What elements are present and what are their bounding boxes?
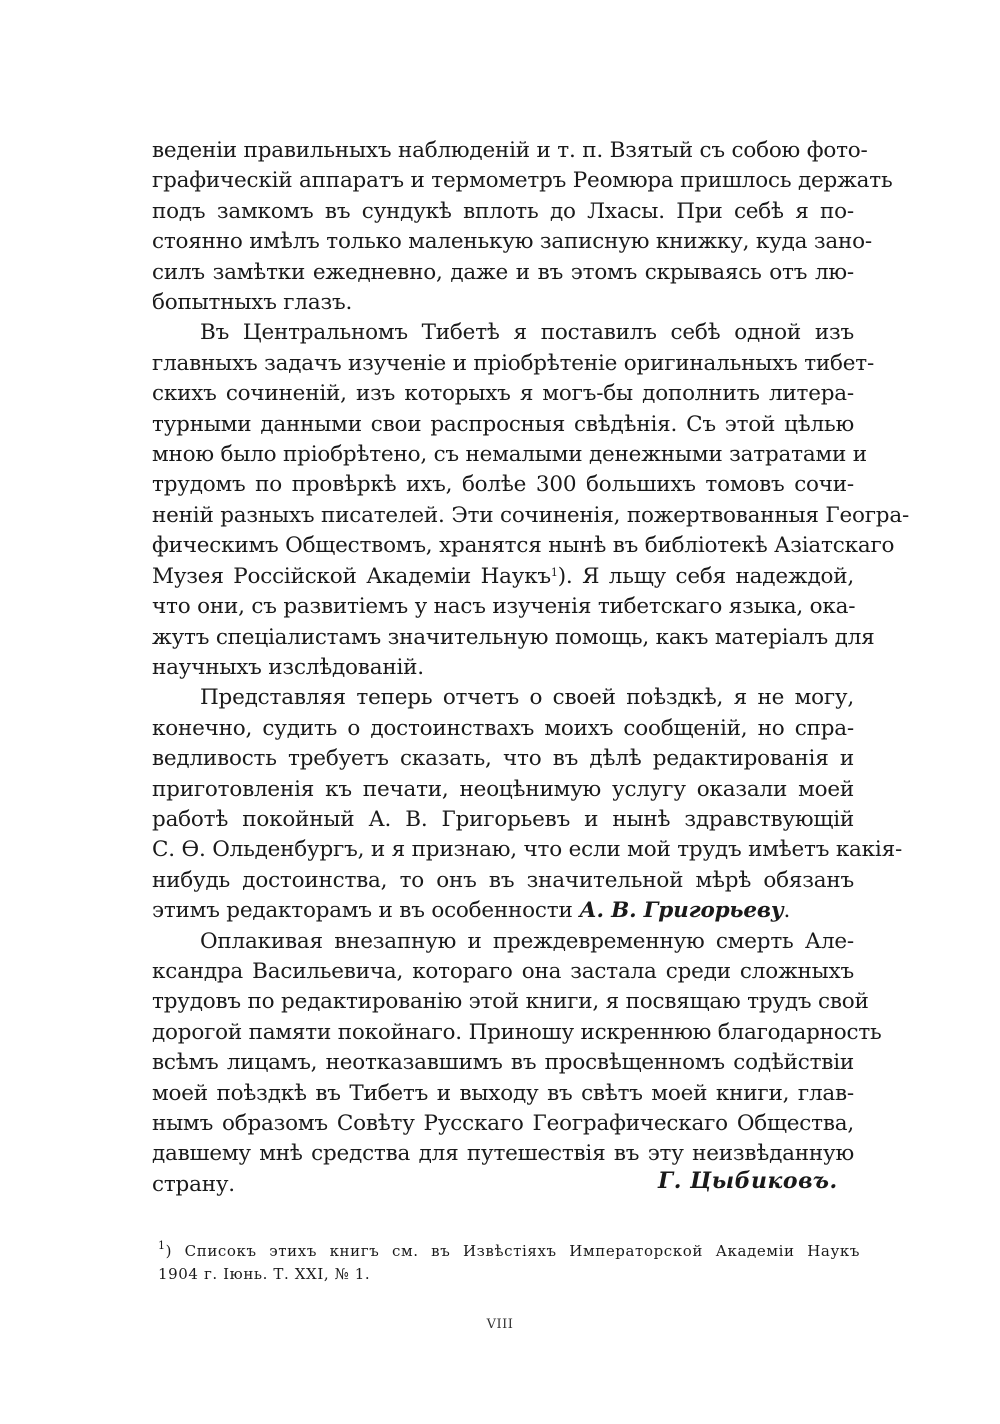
text-fragment: . <box>783 898 791 924</box>
text-fragment: этимъ редакторамъ и въ особенности <box>152 898 580 924</box>
text-fragment: Музея Россійской Академіи Наукъ <box>152 563 551 589</box>
text-line: конечно, судить о достоинствахъ моихъ сообщеній, но спра- <box>152 715 854 741</box>
text-line: трудомъ по провѣркѣ ихъ, болѣе 300 большихъ томовъ сочи- <box>152 472 854 498</box>
text-line: силъ замѣтки ежедневно, даже и въ этомъ скрываясь отъ лю- <box>152 259 854 285</box>
text-line: скихъ сочиненій, изъ которыхъ я могъ-бы дополнить литера- <box>152 381 854 407</box>
text-line: главныхъ задачъ изученіе и пріобрѣтеніе оригинальныхъ тибет- <box>152 350 875 376</box>
text-line: С. Ѳ. Ольденбургъ, и я признаю, что если мой трудъ имѣетъ какія- <box>152 837 903 863</box>
footnote-line <box>158 1240 860 1263</box>
text-line: научныхъ изслѣдованій. <box>152 654 424 680</box>
paragraph-3 <box>152 683 903 926</box>
text-line: работѣ покойный А. В. Григорьевъ и нынѣ здравствующій <box>152 806 854 832</box>
text-line: жутъ спеціалистамъ значительную помощь, какъ матеріалъ для <box>152 624 875 650</box>
text-fragment: ). Я льщу себя надеждой, <box>557 563 854 589</box>
text-line: нибудь достоинства, то онъ въ значительной мѣрѣ обязанъ <box>152 867 854 893</box>
page-number: VIII <box>486 1317 514 1332</box>
footnote-reference[interactable]: 1 <box>550 565 558 579</box>
text-line: Оплакивая внезапную и преждевременную смерть Але- <box>200 928 854 954</box>
text-line: турными данными свои распросныя свѣдѣнія. Съ этой цѣлью <box>152 411 854 437</box>
text-line: нымъ образомъ Совѣту Русскаго Географическаго Общества, <box>152 1111 854 1136</box>
text-line: ксандра Васильевича, котораго она застала среди сложныхъ <box>152 958 854 984</box>
footnote-line: 1904 г. Іюнь. Т. XXI, № 1. <box>158 1265 371 1283</box>
text-line: неній разныхъ писателей. Эти сочиненія, пожертвованныя Геогра- <box>152 502 910 528</box>
text-line: что они, съ развитіемъ у насъ изученія тибетскаго языка, ока- <box>152 594 856 620</box>
text-line: Представляя теперь отчетъ о своей поѣздкѣ, я не могу, <box>200 685 854 711</box>
paragraph-4 <box>152 927 882 1201</box>
text-line: всѣмъ лицамъ, неотказавшимъ въ просвѣщенномъ содѣйствіи <box>152 1050 854 1076</box>
text-line: ведливость требуетъ сказать, что въ дѣлѣ редактированія и <box>152 746 854 772</box>
text-line: дорогой памяти покойнаго. Приношу искреннюю благодарность <box>152 1019 882 1045</box>
footnote-marker: 1 <box>158 1239 166 1252</box>
text-line: приготовленія къ печати, неоцѣнимую услугу оказали моей <box>152 776 854 802</box>
text-line: страну. <box>152 1171 235 1197</box>
paragraph-1 <box>152 136 893 318</box>
text-fragment: ) Списокъ этихъ книгъ см. въ Извѣстіяхъ Императорской Академіи Наукъ <box>165 1242 860 1260</box>
text-line-with-italic <box>152 896 854 926</box>
italic-name: А. В. Григорьеву <box>579 898 784 924</box>
text-line: Въ Центральномъ Тибетѣ я поставилъ себѣ одной изъ <box>200 320 854 346</box>
text-line: мною было пріобрѣтено, съ немалыми денежными затратами и <box>152 442 867 468</box>
text-line: трудовъ по редактированію этой книги, я посвящаю трудъ свой <box>152 989 869 1015</box>
text-line: моей поѣздкѣ въ Тибетъ и выходу въ свѣтъ моей книги, глав- <box>152 1080 854 1106</box>
footnote <box>158 1240 860 1286</box>
body-text <box>152 136 910 1200</box>
text-line-with-footnote <box>152 562 854 592</box>
text-line: бопытныхъ глазъ. <box>152 290 353 316</box>
text-line: веденіи правильныхъ наблюденій и т. п. Взятый съ собою фото- <box>152 138 868 163</box>
text-line: стоянно имѣлъ только маленькую записную книжку, куда зано- <box>152 229 872 255</box>
paragraph-2 <box>152 318 910 683</box>
text-line: подъ замкомъ въ сундукѣ вплоть до Лхасы. При себѣ я по- <box>152 198 854 224</box>
text-line: графическій аппаратъ и термометръ Реомюра пришлось держать <box>152 168 893 194</box>
text-line: давшему мнѣ средства для путешествія въ эту неизвѣданную <box>152 1141 854 1167</box>
author-signature: Г. Цыбиковъ. <box>658 1168 838 1194</box>
text-line: фическимъ Обществомъ, хранятся нынѣ въ библіотекѣ Азіатскаго <box>152 533 895 559</box>
